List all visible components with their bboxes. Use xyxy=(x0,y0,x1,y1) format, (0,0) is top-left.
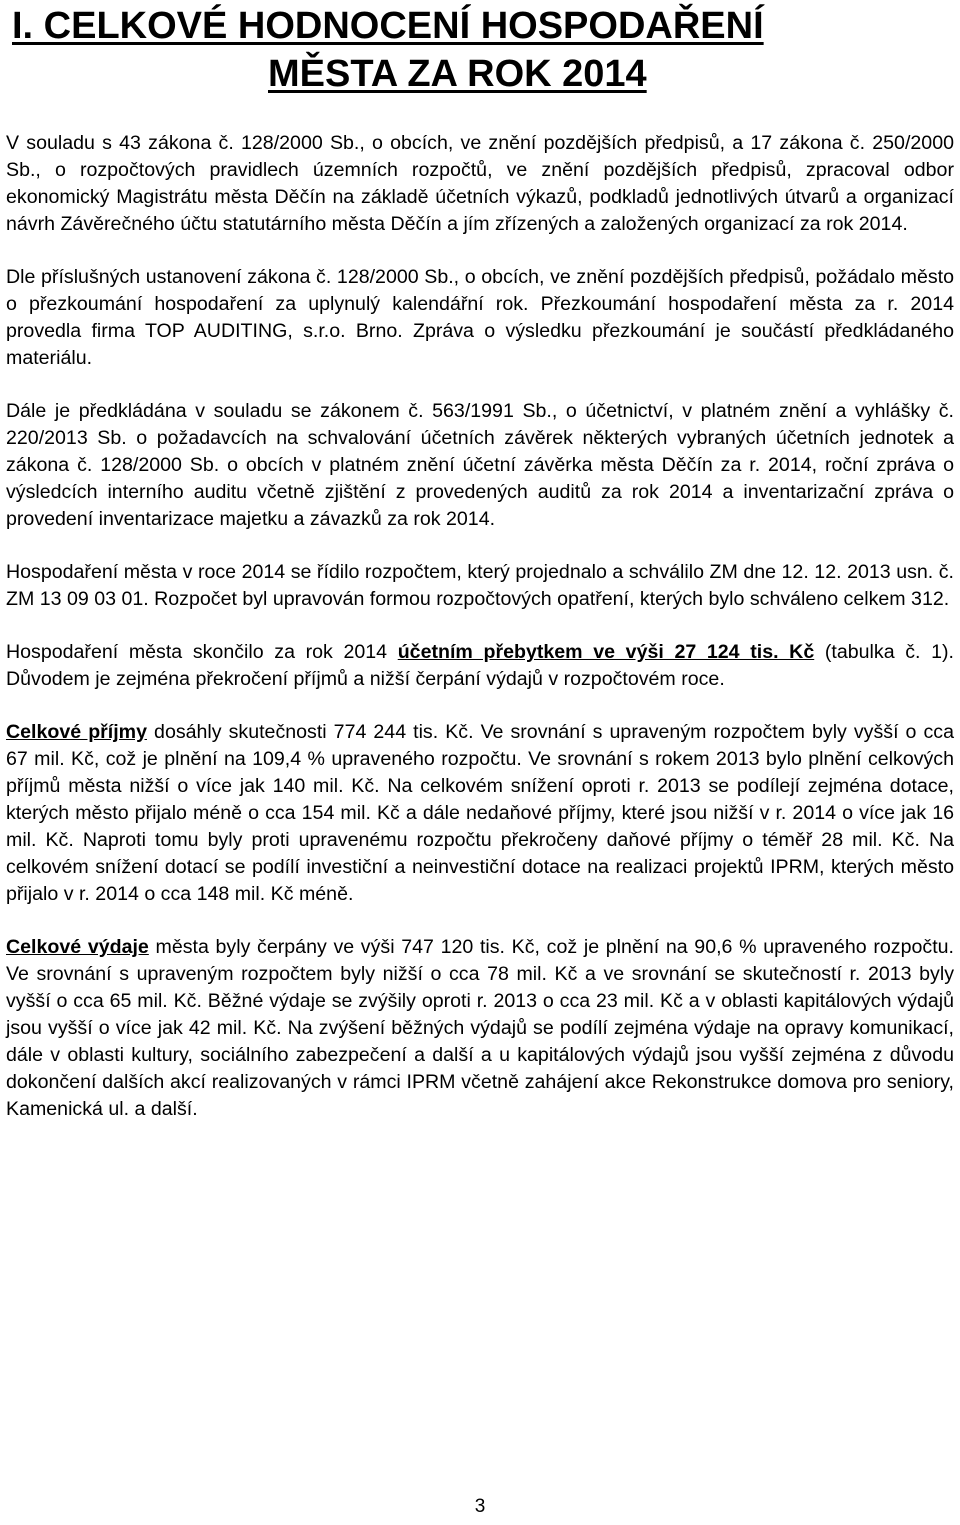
page-content xyxy=(6,0,954,1123)
surplus-text-before: Hospodaření města skončilo za rok 2014 xyxy=(6,641,398,663)
total-expenditure-heading: Celkové výdaje xyxy=(6,936,149,958)
paragraph-surplus xyxy=(6,639,954,693)
total-expenditure-text: města byly čerpány ve výši 747 120 tis. Kč, což je plnění na 90,6 % upraveného rozpočtu. Ve srovnání s upraveným rozpočtem byly nižší o cca 78 mil. Kč a ve srovnání se skutečností r. 2013 byly vyšší o cca 65 mil. Kč. Běžné výdaje se zvýšily oproti r. 2013 o cca 23 mil. Kč a v oblasti kapitálových výdajů jsou vyšší o více jak 42 mil. Kč. Na zvýšení běžných výdajů se podílí zejména výdaje na opravy komunikací, dále v oblasti kultury, sociálního zabezpečení a další a u kapitálových výdajů jsou vyšší zejména z důvodu dokončení dalších akcí realizovaných v rámci IPRM včetně zahájení akce Rekonstrukce domova pro seniory, Kamenická ul. a další. xyxy=(6,936,954,1120)
paragraph-audit-review: Dle příslušných ustanovení zákona č. 128/2000 Sb., o obcích, ve znění pozdějších předpisů, požádalo město o přezkoumání hospodaření za uplynulý kalendářní rok. Přezkoumání hospodaření města za r. 2014 provedla firma TOP AUDITING, s.r.o. Brno. Zpráva o výsledku přezkoumání je součástí předkládaného materiálu. xyxy=(6,266,954,369)
surplus-highlight: účetním přebytkem ve výši 27 124 tis. Kč xyxy=(397,641,815,663)
paragraph-accounting-statements: Dále je předkládána v souladu se zákonem č. 563/1991 Sb., o účetnictví, v platném znění a vyhlášky č. 220/2013 Sb. o požadavcích na schvalování účetních závěrek některých vybraných účetních jednotek a zákona č. 128/2000 Sb. o obcích v platném znění účetní závěrka města Děčín za r. 2014, roční zpráva o výsledcích interního auditu včetně zjištění z provedených auditů za rok 2014 a inventarizační zpráva o provedení inventarizace majetku a závazků za rok 2014. xyxy=(6,400,954,530)
paragraph-total-expenditure xyxy=(6,934,954,1123)
paragraph-budget: Hospodaření města v roce 2014 se řídilo rozpočtem, který projednalo a schválilo ZM dne 12. 12. 2013 usn. č. ZM 13 09 03 01. Rozpočet byl upravován formou rozpočtových opatření, kterých bylo schváleno celkem 312. xyxy=(6,561,954,610)
paragraph-legal-basis: V souladu s 43 zákona č. 128/2000 Sb., o obcích, ve znění pozdějších předpisů, a 17 zákona č. 250/2000 Sb., o rozpočtových pravidlech územních rozpočtů, ve znění pozdějších předpisů, zpracoval odbor ekonomický Magistrátu města Děčín na základě účetních výkazů, podkladů jednotlivých útvarů a organizací návrh Závěrečného účtu statutárního města Děčín a jím zřízených a založených organizací za rok 2014. xyxy=(6,132,954,235)
surplus-text-after: (tabulka č. 1). Důvodem je zejména překročení příjmů a nižší čerpání výdajů v rozpočtovém roce. xyxy=(6,641,954,690)
section-title xyxy=(6,0,954,98)
total-revenue-heading: Celkové příjmy xyxy=(6,721,147,743)
page-number: 3 xyxy=(474,1496,486,1517)
total-revenue-text: dosáhly skutečnosti 774 244 tis. Kč. Ve srovnání s upraveným rozpočtem byly vyšší o cca 67 mil. Kč, což je plnění na 109,4 % upraveného rozpočtu. Ve srovnání s rokem 2013 bylo plnění celkových příjmů města nižší o více jak 140 mil. Kč. Na celkovém snížení oproti r. 2013 se podílejí zejména dotace, kterých město přijalo méně o cca 154 mil. Kč a dále nedaňové příjmy, které jsou nižší v r. 2014 o více jak 16 mil. Kč. Naproti tomu byly proti upravenému rozpočtu překročeny daňové příjmy o téměř 28 mil. Kč. Na celkovém snížení dotací se podílí investiční a neinvestiční dotace na realizaci projektů IPRM, kterých město přijalo v r. 2014 o cca 148 mil. Kč méně. xyxy=(6,721,954,905)
section-title-line-2: MĚSTA ZA ROK 2014 xyxy=(268,53,647,95)
paragraph-total-revenue xyxy=(6,719,954,908)
section-title-line-1: I. CELKOVÉ HODNOCENÍ HOSPODAŘENÍ xyxy=(12,5,764,47)
